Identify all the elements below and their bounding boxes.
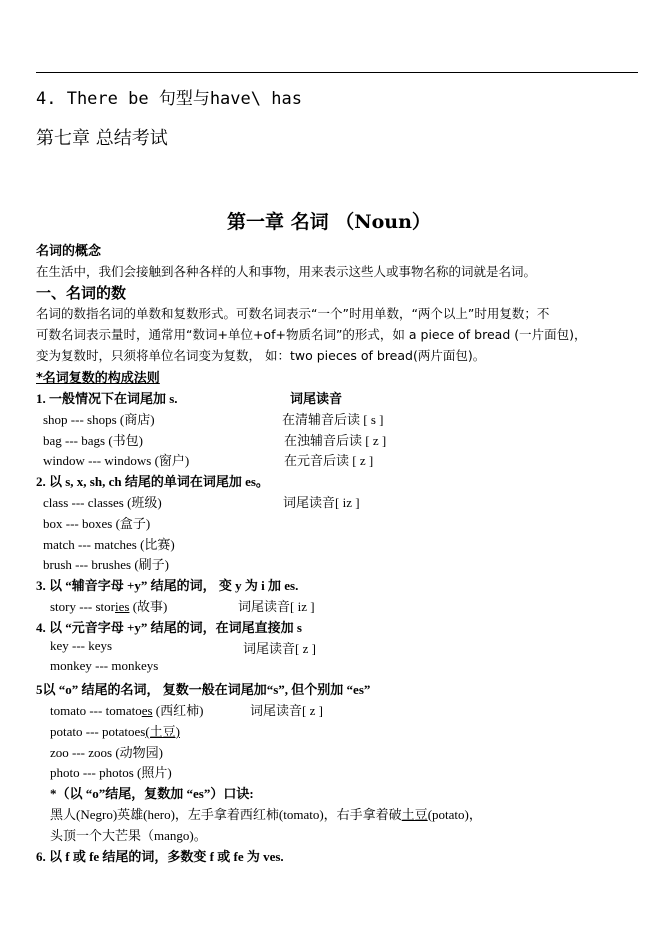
example-word: zoo --- zoos (动物园) [50, 745, 163, 760]
chapter-title: 第一章 名词 （Noun） [227, 211, 431, 233]
example-sound: 词尾读音[ iz ] [283, 495, 360, 510]
rhyme-underlined-word: 土豆 [401, 807, 428, 822]
example-word: key --- keys [50, 638, 113, 653]
concept-heading: 名词的概念 [36, 244, 102, 259]
rule-6-title: 6. 以 f 或 fe 结尾的词，多数变 f 或 fe 为 ves. [36, 849, 284, 864]
example-sound: 在浊辅音后读 [ z ] [284, 433, 387, 448]
example-sound: 词尾读音[ z ] [243, 641, 316, 656]
section-number-heading: 一、名词的数 [36, 284, 127, 302]
rhyme-text: (potato)， [427, 807, 482, 822]
example-word [50, 700, 203, 719]
plural-rules-heading: *名词复数的构成法则 [36, 371, 160, 386]
rhyme-title: *（以 “o”结尾，复数加 “es”）口诀: [50, 786, 254, 801]
example-sound: 在清辅音后读 [ s ] [282, 412, 384, 427]
example-word: window --- windows (窗户) [43, 453, 190, 468]
example-word-stem: potato --- potatoes [50, 724, 146, 739]
example-word: match --- matches (比赛) [43, 537, 175, 552]
section-paragraph-line: 可数名词表示量时，通常用“数词+单位+of+物质名词”的形式，如 a piece of bread (一片面包)， [36, 327, 587, 342]
rhyme-line: 头顶一个大芒果（mango)。 [50, 828, 207, 843]
section-paragraph-line: 名词的数指名词的单数和复数形式。可数名词表示“一个”时用单数，“两个以上”时用复数；不 [36, 306, 550, 321]
example-word-stem: tomato --- tomato [50, 703, 142, 718]
example-gloss: (故事) [129, 599, 168, 614]
example-gloss-underlined: (土豆) [145, 724, 180, 739]
example-word: box --- boxes (盒子) [43, 516, 151, 531]
example-sound: 在元音后读 [ z ] [284, 453, 374, 468]
rule-1-sound-heading: 词尾读音 [290, 392, 343, 407]
example-suffix-underlined: ies [115, 599, 130, 614]
rhyme-line [50, 804, 482, 823]
rule-2-title: 2. 以 s, x, sh, ch 结尾的单词在词尾加 es。 [36, 474, 269, 489]
toc-chapter-7[interactable]: 第七章 总结考试 [36, 128, 168, 149]
example-word: shop --- shops (商店) [43, 412, 155, 427]
example-sound: 词尾读音[ z ] [250, 703, 323, 718]
example-word [50, 721, 180, 740]
example-suffix-underlined: es [141, 703, 153, 718]
toc-item-4[interactable]: 4. There be 句型与have\ has [36, 89, 302, 109]
example-sound: 词尾读音[ iz ] [238, 599, 315, 614]
rule-3-title: 3. 以 “辅音字母 +y” 结尾的词， 变 y 为 i 加 es. [36, 578, 299, 593]
example-word: photo --- photos (照片) [50, 765, 172, 780]
example-gloss: (西红柿) [152, 703, 204, 718]
example-word: monkey --- monkeys [50, 658, 159, 673]
rule-5-title: 5以 “o” 结尾的名词， 复数一般在词尾加“s”, 但个别加 “es” [36, 682, 371, 697]
example-word-stem: story --- stor [50, 599, 115, 614]
example-word: bag --- bags (书包) [43, 433, 143, 448]
example-word [50, 596, 167, 615]
rhyme-text: 黑人(Negro)英雄(hero)，左手拿着西红柿(tomato)，右手拿着破 [50, 807, 402, 822]
section-paragraph-line: 变为复数时，只须将单位名词变为复数， 如：two pieces of bread(两片面包)。 [36, 348, 486, 363]
rule-4-title: 4. 以 “元音字母 +y” 结尾的词，在词尾直接加 s [36, 620, 302, 635]
rule-1-title: 1. 一般情况下在词尾加 s. [36, 391, 178, 406]
example-word: brush --- brushes (刷子) [43, 557, 170, 572]
top-divider [36, 72, 638, 73]
example-word: class --- classes (班级) [43, 495, 162, 510]
concept-text: 在生活中，我们会接触到各种各样的人和事物，用来表示这些人或事物名称的词就是名词。 [36, 264, 537, 279]
